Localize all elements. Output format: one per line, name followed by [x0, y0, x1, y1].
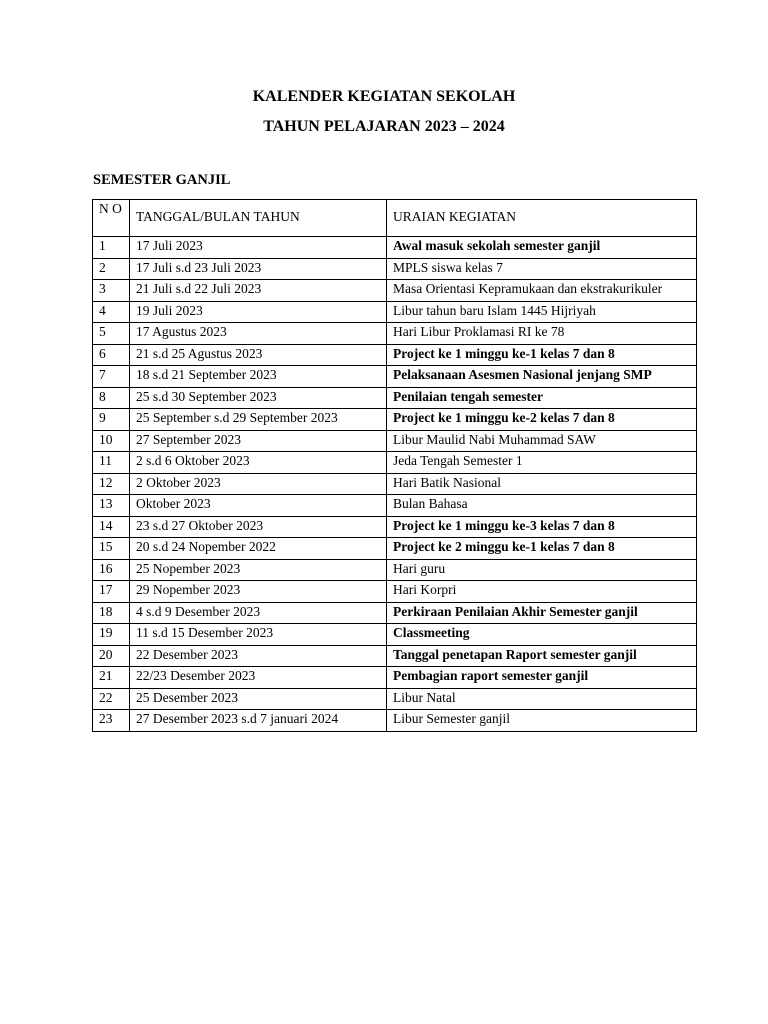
table-row — [93, 452, 697, 474]
row-no: 3 — [93, 280, 130, 302]
row-no: 19 — [93, 624, 130, 646]
row-date: 11 s.d 15 Desember 2023 — [130, 624, 387, 646]
row-no: 21 — [93, 667, 130, 689]
row-date: 20 s.d 24 Nopember 2022 — [130, 538, 387, 560]
table-row — [93, 516, 697, 538]
row-no: 14 — [93, 516, 130, 538]
table-row — [93, 645, 697, 667]
header-description: URAIAN KEGIATAN — [387, 200, 697, 237]
row-date: 29 Nopember 2023 — [130, 581, 387, 603]
row-description: Libur tahun baru Islam 1445 Hijriyah — [387, 301, 697, 323]
row-description: Libur Natal — [387, 688, 697, 710]
table-header-row — [93, 200, 697, 237]
row-description: Tanggal penetapan Raport semester ganjil — [387, 645, 697, 667]
table-row — [93, 344, 697, 366]
row-date: 25 s.d 30 September 2023 — [130, 387, 387, 409]
table-row — [93, 559, 697, 581]
row-description: Project ke 2 minggu ke-1 kelas 7 dan 8 — [387, 538, 697, 560]
document-subtitle: TAHUN PELAJARAN 2023 – 2024 — [263, 118, 505, 135]
row-description: Hari Korpri — [387, 581, 697, 603]
row-no: 9 — [93, 409, 130, 431]
row-date: 25 Desember 2023 — [130, 688, 387, 710]
row-description: Perkiraan Penilaian Akhir Semester ganjil — [387, 602, 697, 624]
row-no: 22 — [93, 688, 130, 710]
header-date: TANGGAL/BULAN TAHUN — [130, 200, 387, 237]
row-date: 17 Agustus 2023 — [130, 323, 387, 345]
table-row — [93, 258, 697, 280]
row-date: 18 s.d 21 September 2023 — [130, 366, 387, 388]
row-no: 8 — [93, 387, 130, 409]
section-heading: SEMESTER GANJIL — [93, 172, 231, 188]
row-no: 2 — [93, 258, 130, 280]
row-no: 16 — [93, 559, 130, 581]
row-description: Project ke 1 minggu ke-2 kelas 7 dan 8 — [387, 409, 697, 431]
row-description: MPLS siswa kelas 7 — [387, 258, 697, 280]
row-no: 15 — [93, 538, 130, 560]
row-description: Project ke 1 minggu ke-1 kelas 7 dan 8 — [387, 344, 697, 366]
row-date: 2 s.d 6 Oktober 2023 — [130, 452, 387, 474]
row-no: 1 — [93, 237, 130, 259]
table-row — [93, 280, 697, 302]
row-no: 23 — [93, 710, 130, 732]
table-row — [93, 409, 697, 431]
table-row — [93, 495, 697, 517]
row-no: 11 — [93, 452, 130, 474]
row-no: 6 — [93, 344, 130, 366]
table-row — [93, 430, 697, 452]
row-description: Project ke 1 minggu ke-3 kelas 7 dan 8 — [387, 516, 697, 538]
row-date: 17 Juli s.d 23 Juli 2023 — [130, 258, 387, 280]
row-description: Hari Batik Nasional — [387, 473, 697, 495]
row-date: Oktober 2023 — [130, 495, 387, 517]
row-date: 4 s.d 9 Desember 2023 — [130, 602, 387, 624]
row-date: 21 s.d 25 Agustus 2023 — [130, 344, 387, 366]
table-row — [93, 688, 697, 710]
document-title: KALENDER KEGIATAN SEKOLAH — [252, 88, 516, 105]
row-date: 19 Juli 2023 — [130, 301, 387, 323]
row-date: 17 Juli 2023 — [130, 237, 387, 259]
row-date: 23 s.d 27 Oktober 2023 — [130, 516, 387, 538]
row-no: 12 — [93, 473, 130, 495]
row-date: 2 Oktober 2023 — [130, 473, 387, 495]
row-no: 13 — [93, 495, 130, 517]
row-description: Jeda Tengah Semester 1 — [387, 452, 697, 474]
table-row — [93, 538, 697, 560]
row-description: Libur Maulid Nabi Muhammad SAW — [387, 430, 697, 452]
row-no: 10 — [93, 430, 130, 452]
row-description: Penilaian tengah semester — [387, 387, 697, 409]
table-row — [93, 237, 697, 259]
row-description: Hari Libur Proklamasi RI ke 78 — [387, 323, 697, 345]
row-no: 17 — [93, 581, 130, 603]
row-no: 20 — [93, 645, 130, 667]
row-no: 18 — [93, 602, 130, 624]
table-row — [93, 624, 697, 646]
table-row — [93, 366, 697, 388]
table-row — [93, 301, 697, 323]
table-row — [93, 323, 697, 345]
table-row — [93, 667, 697, 689]
row-no: 5 — [93, 323, 130, 345]
row-description: Classmeeting — [387, 624, 697, 646]
row-date: 25 Nopember 2023 — [130, 559, 387, 581]
row-description: Awal masuk sekolah semester ganjil — [387, 237, 697, 259]
row-no: 4 — [93, 301, 130, 323]
row-date: 25 September s.d 29 September 2023 — [130, 409, 387, 431]
row-no: 7 — [93, 366, 130, 388]
row-description: Libur Semester ganjil — [387, 710, 697, 732]
row-date: 22 Desember 2023 — [130, 645, 387, 667]
calendar-table — [92, 199, 697, 732]
table-row — [93, 473, 697, 495]
row-description: Pelaksanaan Asesmen Nasional jenjang SMP — [387, 366, 697, 388]
row-description: Masa Orientasi Kepramukaan dan ekstrakurikuler — [387, 280, 697, 302]
table-row — [93, 710, 697, 732]
table-row — [93, 387, 697, 409]
row-description: Pembagian raport semester ganjil — [387, 667, 697, 689]
row-date: 22/23 Desember 2023 — [130, 667, 387, 689]
row-date: 21 Juli s.d 22 Juli 2023 — [130, 280, 387, 302]
table-row — [93, 581, 697, 603]
table-row — [93, 602, 697, 624]
header-no: N O — [93, 200, 130, 237]
row-description: Bulan Bahasa — [387, 495, 697, 517]
row-description: Hari guru — [387, 559, 697, 581]
row-date: 27 September 2023 — [130, 430, 387, 452]
row-date: 27 Desember 2023 s.d 7 januari 2024 — [130, 710, 387, 732]
